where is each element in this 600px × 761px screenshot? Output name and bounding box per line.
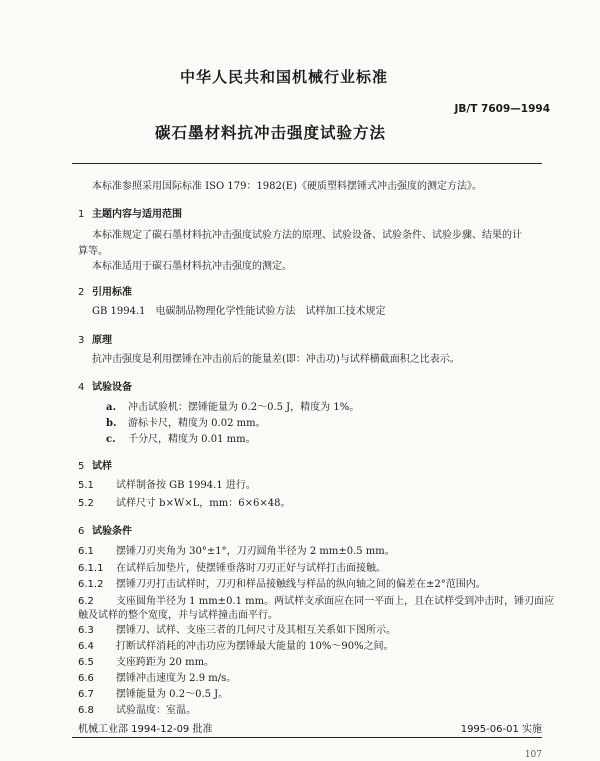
- section-title: 试验条件: [92, 526, 132, 537]
- clause: [78, 640, 394, 654]
- clause: [78, 704, 196, 718]
- equipment-item: [106, 433, 256, 447]
- clause: [78, 562, 386, 576]
- footer-divider: [72, 737, 542, 738]
- section-2-heading: [78, 283, 132, 298]
- clause: [78, 672, 236, 686]
- clause: [78, 688, 228, 702]
- clause-text: 支座跨距为 20 mm。: [116, 657, 215, 668]
- clause-text: 摆锤刀刃夹角为 30°±1°，刀刃圆角半径为 2 mm±0.5 mm。: [116, 546, 395, 557]
- clause: [78, 624, 396, 638]
- clause: [78, 479, 256, 493]
- item-label: c.: [106, 434, 116, 445]
- clause-text: 在试样后加垫片，使摆锤垂落时刀刃正好与试样打击面接触。: [116, 563, 386, 574]
- section-1-heading: [78, 205, 182, 220]
- section-number: 2: [78, 287, 85, 298]
- section-title: 试样: [92, 461, 112, 472]
- clause-number: 5.1: [78, 480, 94, 491]
- clause-number: 6.7: [78, 689, 94, 700]
- standard-title: 中华人民共和国机械行业标准: [180, 68, 389, 86]
- approval-date: 机械工业部 1994-12-09 批准: [78, 724, 213, 735]
- clause-number: 6.3: [78, 625, 94, 636]
- equipment-item: [106, 417, 266, 431]
- section-number: 6: [78, 526, 85, 537]
- section-number: 1: [78, 209, 85, 220]
- item-text: 游标卡尺，精度为 0.02 mm。: [128, 418, 266, 429]
- section-number: 5: [78, 461, 85, 472]
- clause-text: 打断试样消耗的冲击功应为摆锤最大能量的 10%～90%之间。: [116, 641, 394, 652]
- section-number: 4: [78, 382, 85, 393]
- principle-text: 抗冲击强度是利用摆锤在冲击前后的能量差(即：冲击功)与试样横截面积之比表示。: [92, 354, 460, 365]
- clause-number: 6.6: [78, 673, 94, 684]
- clause: [78, 497, 290, 511]
- section-title: 原理: [92, 335, 112, 346]
- clause-number: 6.8: [78, 705, 94, 716]
- item-label: a.: [106, 402, 116, 413]
- clause-number: 5.2: [78, 498, 94, 509]
- clause-text: 试样制备按 GB 1994.1 进行。: [116, 480, 256, 491]
- section-title: 试验设备: [92, 382, 132, 393]
- clause-text: 摆锤刀刃打击试样时，刀刃和样品接触线与样品的纵向轴之间的偏差在±2°范围内。: [116, 579, 486, 590]
- clause-continuation: 触及试样的整个宽度，并与试样撞击面平行。: [78, 610, 278, 621]
- section-4-heading: [78, 378, 132, 393]
- document-title: 碳石墨材料抗冲击强度试验方法: [155, 124, 387, 142]
- section-title: 引用标准: [92, 287, 132, 298]
- clause: [78, 595, 554, 609]
- clause-text: 试验温度：室温。: [116, 705, 196, 716]
- page-number: 107: [524, 750, 542, 760]
- section-1-paragraph-2: 本标准适用于碳石墨材料抗冲击强度的测定。: [92, 261, 292, 272]
- item-label: b.: [106, 418, 117, 429]
- clause-number: 6.1.2: [78, 579, 104, 590]
- section-number: 3: [78, 335, 85, 346]
- clause-text: 支座圆角半径为 1 mm±0.1 mm。两试样支承面应在同一平面上，且在试样受到冲击时，锤刃面应: [116, 596, 555, 607]
- clause-text: 试样尺寸 b×W×L，mm：6×6×48。: [116, 498, 291, 509]
- item-text: 冲击试验机：摆锤能量为 0.2～0.5 J，精度为 1%。: [128, 402, 360, 413]
- clause-number: 6.1: [78, 546, 94, 557]
- clause-number: 6.5: [78, 657, 94, 668]
- standard-number: JB/T 7609—1994: [454, 103, 550, 115]
- equipment-item: [106, 401, 359, 415]
- section-title: 主题内容与适用范围: [92, 209, 182, 220]
- clause: [78, 578, 486, 592]
- section-3-heading: [78, 331, 112, 346]
- section-1-paragraph-1-cont: 算等。: [78, 246, 108, 257]
- clause-number: 6.2: [78, 596, 94, 607]
- clause-number: 6.1.1: [78, 563, 104, 574]
- section-6-heading: [78, 522, 132, 537]
- item-text: 千分尺，精度为 0.01 mm。: [128, 434, 256, 445]
- clause: [78, 545, 395, 559]
- clause-text: 摆锤刀、试样、支座三者的几何尺寸及其相互关系如下图所示。: [116, 625, 396, 636]
- implementation-date: 1995-06-01 实施: [460, 724, 542, 735]
- section-1-paragraph-1: 本标准规定了碳石墨材料抗冲击强度试验方法的原理、试验设备、试验条件、试验步骤、结果的计: [92, 230, 522, 241]
- clause-text: 摆锤能量为 0.2～0.5 J。: [116, 689, 229, 700]
- clause-text: 摆锤冲击速度为 2.9 m/s。: [116, 673, 237, 684]
- clause: [78, 656, 214, 670]
- clause-number: 6.4: [78, 641, 94, 652]
- section-5-heading: [78, 457, 112, 472]
- reference-standard: GB 1994.1 电碳制品物理化学性能试验方法 试样加工技术规定: [92, 306, 386, 317]
- header-divider: [72, 163, 542, 164]
- intro-paragraph: 本标准参照采用国际标准 ISO 179：1982(E)《硬质塑料摆锤式冲击强度的测定方法》。: [92, 181, 482, 192]
